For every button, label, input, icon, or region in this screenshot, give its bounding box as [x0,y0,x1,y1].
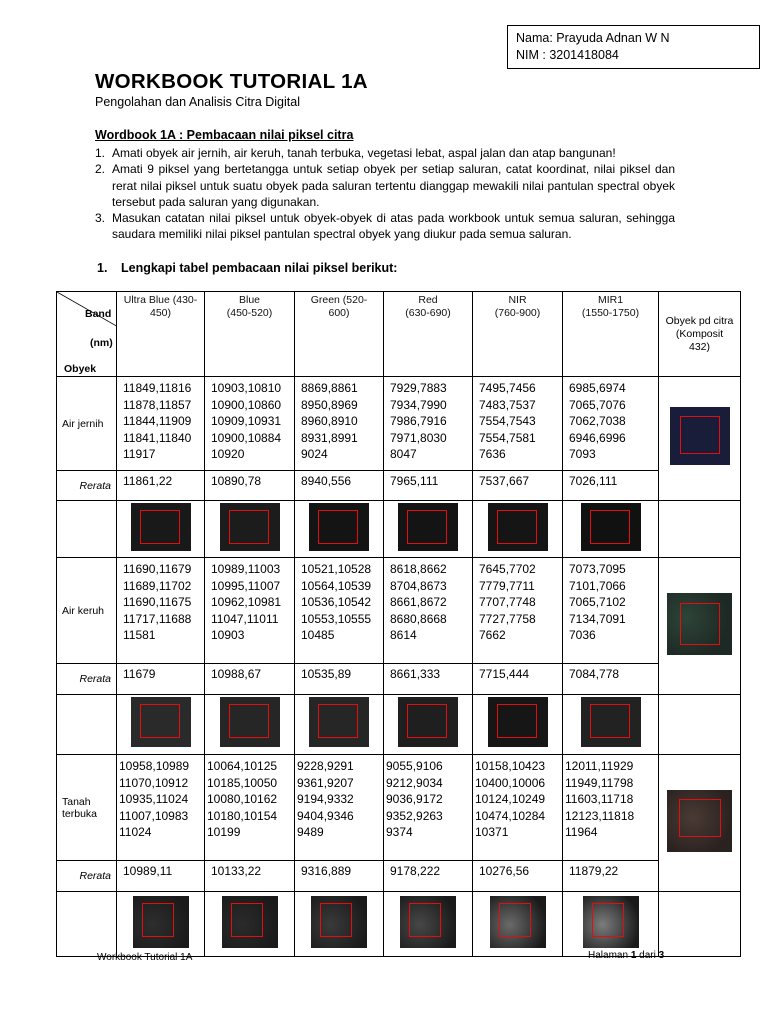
thumbnail-row-spacer [57,501,117,558]
rerata-value: 9178,222 [384,861,473,892]
pixel-value: 11964 [565,825,598,839]
row-label-text: terbuka [62,807,98,820]
pixel-value: 7101,7066 [569,578,626,593]
instruction-number: 3. [95,211,106,226]
band-thumbnail-cell [117,892,205,957]
student-nim: NIM : 3201418084 [516,48,619,62]
pixel-value: 8680,8668 [390,611,447,626]
composite-image-cell [659,755,741,892]
pixel-value: 7065,7076 [569,397,626,412]
pixel-value: 12011,11929 [565,759,634,773]
pixel-value: 6946,6996 [569,430,626,445]
pixel-value-table [56,291,741,957]
pixel-value: 7934,7990 [390,397,447,412]
pixel-value: 7062,7038 [569,414,626,428]
pixel-value: 11878,11857 [123,397,192,412]
selection-box [409,903,441,937]
pixel-value: 11841,11840 [123,430,192,445]
band-thumbnail-cell [384,695,473,755]
selection-box [680,416,720,454]
pixel-value: 11690,11675 [123,595,192,609]
pixel-values-cell [473,558,563,664]
band-thumbnail [220,697,280,747]
selection-box [497,510,537,544]
selection-box [318,510,358,544]
thumbnail-row-spacer [659,695,741,755]
thumbnail-row-spacer [659,892,741,957]
rerata-value: 10989,11 [117,861,205,892]
band-thumbnail-cell [384,501,473,558]
band-thumbnail [581,697,641,747]
rerata-value: 8661,333 [384,664,473,695]
pixel-value: 11844,11909 [123,414,192,428]
rerata-value: 11861,22 [117,471,205,501]
band-thumbnail [309,697,369,747]
pixel-values-cell [384,558,473,664]
rerata-value: 7965,111 [384,471,473,501]
band-thumbnail [398,697,458,747]
pixel-value: 7662 [479,628,506,642]
pixel-value: 11689,11702 [123,578,192,593]
pixel-value: 7036 [569,628,596,642]
pixel-value: 10474,10284 [475,808,546,823]
pixel-value: 7727,7758 [479,611,536,626]
rerata-value: 11679 [117,664,205,695]
row-label-text: Air jernih [62,417,104,430]
pixel-value: 10199 [207,825,241,839]
band-thumbnail [488,503,548,551]
section-heading: Wordbook 1A : Pembacaan nilai piksel citra [95,128,354,142]
student-id-box [507,25,760,69]
pixel-value: 7929,7883 [390,381,447,395]
table-heading [97,261,397,275]
band-label: Band [85,308,112,320]
selection-box [229,704,269,738]
rerata-value: 7026,111 [563,471,659,501]
band-thumbnail-cell [205,695,295,755]
pixel-value: 11949,11798 [565,775,634,790]
rerata-value: 7715,444 [473,664,563,695]
instruction-text: Amati 9 piksel yang bertetangga untuk setiap obyek per setiap saluran, catat koordinat, nilai piksel dan rerat nilai piksel untuk suatu obyek pada saluran tertentu dianggap mewakili nilai pantulan spectral obyek tersebut pada saluran yang digunakan. [112,162,675,209]
selection-box [318,704,358,738]
page-title: WORKBOOK TUTORIAL 1A [95,70,368,93]
pixel-values-cell [563,558,659,664]
band-thumbnail [309,503,369,551]
pixel-value: 7636 [479,447,506,461]
pixel-value: 7554,7581 [479,430,536,445]
selection-box [590,704,630,738]
pixel-value: 9489 [297,825,324,839]
pixel-value: 10909,10931 [211,414,282,428]
instruction-number: 2. [95,162,106,177]
image-col-line: 432) [688,340,710,353]
pixel-value: 9055,9106 [386,759,443,773]
pixel-value: 10185,10050 [207,775,278,790]
band-thumbnail-cell [117,695,205,755]
instruction-item [95,161,675,210]
band-range: (760-900) [494,307,541,319]
footer-page-indicator [588,950,664,961]
pixel-value: 11917 [123,447,156,461]
rerata-value: 11879,22 [563,861,659,892]
pixel-values-cell [205,755,295,861]
band-thumbnail [488,697,548,747]
pixel-values-cell [117,377,205,471]
pixel-value: 10989,11003 [211,562,281,576]
composite-image-tanah-terbuka [667,790,732,852]
band-thumbnail [220,503,280,551]
rerata-value: 10988,67 [205,664,295,695]
pixel-value: 10485 [301,628,335,642]
selection-box [499,903,531,937]
pixel-values-cell [117,558,205,664]
band-thumbnail-cell [117,501,205,558]
selection-box [231,903,263,937]
pixel-value: 8661,8672 [390,595,447,609]
pixel-value: 8950,8969 [301,397,358,412]
table-corner-header [57,292,117,377]
pixel-value: 9036,9172 [386,792,443,806]
pixel-value: 7093 [569,447,596,461]
band-thumbnail [490,896,546,948]
pixel-values-cell [563,377,659,471]
pixel-value: 9024 [301,447,328,461]
row-label-tanah-terbuka [57,755,117,861]
pixel-value: 8704,8673 [390,578,447,593]
pixel-value: 10371 [475,825,509,839]
pixel-values-cell [473,377,563,471]
rerata-value: 10890,78 [205,471,295,501]
pixel-value: 10553,10555 [301,611,372,626]
pixel-values-cell [295,377,384,471]
rerata-value: 8940,556 [295,471,384,501]
band-thumbnail-cell [563,892,659,957]
band-range: 600) [328,307,350,319]
pixel-value: 9352,9263 [386,808,443,823]
pixel-value: 7707,7748 [479,595,536,609]
selection-box [142,903,174,937]
pixel-values-cell [117,755,205,861]
pixel-value: 10124,10249 [475,792,546,806]
pixel-values-cell [384,377,473,471]
pixel-value: 9212,9034 [386,775,443,790]
row-label-air-keruh [57,558,117,664]
band-header-mir1 [563,292,659,377]
pixel-value: 7971,8030 [390,430,447,445]
selection-box [140,704,180,738]
pixel-values-cell [295,558,384,664]
page-subtitle: Pengolahan dan Analisis Citra Digital [95,95,300,109]
rerata-value: 10133,22 [205,861,295,892]
pixel-value: 11581 [123,628,156,642]
rerata-value: 10535,89 [295,664,384,695]
footer-page-mid: dari [636,950,659,961]
obyek-label: Obyek [64,363,97,375]
band-range: 450) [149,307,171,319]
band-range: (450-520) [226,307,273,319]
instruction-item [95,145,675,161]
pixel-value: 9404,9346 [297,808,354,823]
band-name: Red [418,294,438,306]
image-col-line: (Komposit [675,327,724,340]
pixel-value: 9361,9207 [297,775,354,790]
pixel-value: 10400,10006 [475,775,546,790]
pixel-value: 11007,10983 [119,808,189,823]
band-name: Green (520- [310,294,368,306]
pixel-value: 10920 [211,447,245,461]
pixel-value: 10180,10154 [207,808,278,823]
instruction-number: 1. [95,146,106,160]
composite-image-cell [659,558,741,695]
pixel-value: 10903,10810 [211,381,282,395]
band-thumbnail-cell [473,892,563,957]
pixel-value: 7554,7543 [479,414,536,428]
pixel-value: 11024 [119,825,152,839]
band-name: Blue [238,294,260,306]
pixel-value: 7073,7095 [569,562,626,576]
row-label-air-jernih [57,377,117,471]
pixel-value: 10521,10528 [301,562,372,576]
nm-label: (nm) [90,337,113,349]
pixel-value: 8614 [390,628,417,642]
selection-box [229,510,269,544]
selection-box [407,704,447,738]
pixel-value: 8931,8991 [301,430,358,445]
rerata-value: 10276,56 [473,861,563,892]
band-name: Ultra Blue (430- [123,294,198,306]
footer-workbook-label: Workbook Tutorial 1A [97,952,193,963]
pixel-value: 7495,7456 [479,381,536,395]
pixel-value: 10900,10884 [211,430,282,445]
band-name: MIR1 [597,294,624,306]
band-thumbnail [583,896,639,948]
footer-page-total: 3 [658,950,665,961]
pixel-values-cell [205,558,295,664]
pixel-value: 8618,8662 [390,562,447,576]
band-thumbnail [311,896,367,948]
rerata-value: 9316,889 [295,861,384,892]
pixel-value: 10564,10539 [301,578,372,593]
table-heading-text: Lengkapi tabel pembacaan nilai piksel berikut: [121,261,398,275]
pixel-value: 7986,7916 [390,414,447,428]
pixel-value: 7779,7711 [479,578,535,593]
pixel-value: 7134,7091 [569,611,626,626]
pixel-value: 11717,11688 [123,611,192,626]
band-thumbnail [133,896,189,948]
rerata-value: 7537,667 [473,471,563,501]
pixel-value: 6985,6974 [569,381,626,395]
pixel-value: 11047,11011 [211,611,279,626]
pixel-value: 7483,7537 [479,397,536,412]
composite-image-air-jernih [670,407,730,465]
band-header-green [295,292,384,377]
pixel-value: 12123,11818 [565,808,635,823]
row-label-text: Tanah [62,795,91,808]
pixel-values-cell [295,755,384,861]
footer-page-number: 1 [630,950,637,961]
pixel-values-cell [563,755,659,861]
band-thumbnail-cell [563,695,659,755]
pixel-value: 10158,10423 [475,759,546,773]
instruction-text: Amati obyek air jernih, air keruh, tanah terbuka, vegetasi lebat, aspal jalan dan atap bangunan! [112,146,616,160]
selection-box [320,903,352,937]
composite-image-cell [659,377,741,501]
band-thumbnail-cell [563,501,659,558]
pixel-value: 10900,10860 [211,397,282,412]
band-thumbnail-cell [384,892,473,957]
band-thumbnail [400,896,456,948]
pixel-value: 10962,10981 [211,595,282,609]
band-thumbnail [398,503,458,551]
thumbnail-row-spacer [57,892,117,957]
pixel-value: 10935,11024 [119,792,189,806]
footer-page-prefix: Halaman [588,950,631,961]
pixel-value: 7645,7702 [479,562,536,576]
pixel-value: 10536,10542 [301,595,372,609]
thumbnail-row-spacer [659,501,741,558]
band-thumbnail [222,896,278,948]
pixel-values-cell [205,377,295,471]
band-range: (1550-1750) [581,307,640,319]
instruction-list [95,145,675,243]
pixel-value: 8869,8861 [301,381,358,395]
selection-box [592,903,624,937]
instruction-item [95,210,675,243]
pixel-value: 8960,8910 [301,414,358,428]
selection-box [679,799,721,837]
pixel-value: 9374 [386,825,413,839]
pixel-value: 10064,10125 [207,759,278,773]
band-thumbnail-cell [295,892,384,957]
band-thumbnail [131,503,191,551]
rerata-label: Rerata [57,471,117,501]
pixel-value: 8047 [390,447,417,461]
pixel-value: 11603,11718 [565,792,634,806]
band-thumbnail-cell [295,501,384,558]
rerata-label: Rerata [57,664,117,695]
selection-box [407,510,447,544]
band-thumbnail-cell [473,695,563,755]
band-thumbnail-cell [473,501,563,558]
composite-image-air-keruh [667,593,732,655]
pixel-value: 10080,10162 [207,792,278,806]
rerata-label: Rerata [57,861,117,892]
band-thumbnail-cell [205,501,295,558]
band-header-red [384,292,473,377]
student-name: Nama: Prayuda Adnan W N [516,31,670,45]
pixel-value: 9194,9332 [297,792,354,806]
table-heading-number: 1. [97,261,108,275]
band-range: (630-690) [405,307,451,319]
pixel-value: 9228,9291 [297,759,354,773]
instruction-text: Masukan catatan nilai piksel untuk obyek-obyek di atas pada workbook untuk semua saluran, sehingga saudara memiliki nilai piksel pantulan spectral obyek yang diukur pada semua saluran. [112,211,675,242]
pixel-value: 10995,11007 [211,578,281,593]
row-label-text: Air keruh [62,604,105,617]
band-thumbnail-cell [295,695,384,755]
selection-box [680,603,720,645]
selection-box [497,704,537,738]
pixel-value: 11849,11816 [123,381,192,395]
image-column-header [659,292,741,377]
rerata-value: 7084,778 [563,664,659,695]
pixel-value: 7065,7102 [569,595,626,609]
image-col-line: Obyek pd citra [665,314,734,327]
pixel-values-cell [473,755,563,861]
pixel-value: 10903 [211,628,245,642]
band-header-blue [205,292,295,377]
pixel-values-cell [384,755,473,861]
band-name: NIR [508,294,527,306]
pixel-value: 11070,10912 [119,775,189,790]
thumbnail-row-spacer [57,695,117,755]
band-thumbnail-cell [205,892,295,957]
pixel-value: 11690,11679 [123,562,192,576]
pixel-value: 10958,10989 [119,759,190,773]
band-thumbnail [131,697,191,747]
selection-box [140,510,180,544]
band-header-nir [473,292,563,377]
band-header-ultra-blue [117,292,205,377]
selection-box [590,510,630,544]
band-thumbnail [581,503,641,551]
